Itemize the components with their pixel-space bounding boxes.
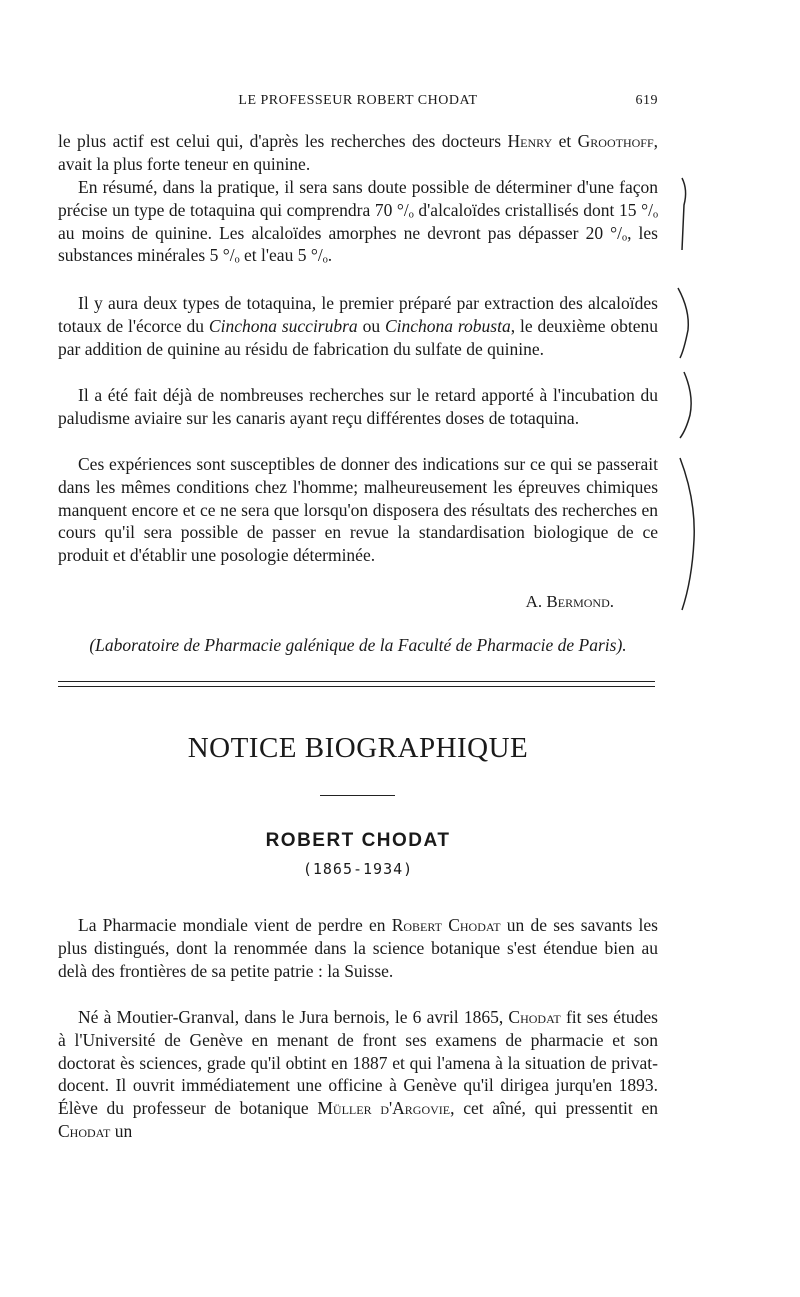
running-head xyxy=(58,93,658,113)
text-run: , le deuxième obtenu par addition de quinine au résidu de fabrication du sulfate de quinine. xyxy=(58,315,658,359)
margin-bracket xyxy=(678,288,688,358)
text-run: un xyxy=(110,1120,133,1141)
section-heading: NOTICE BIOGRAPHIQUE xyxy=(187,732,529,764)
text-run: ou xyxy=(357,315,385,336)
article-paragraph-1 xyxy=(58,130,658,176)
text-run: Il y aura deux types de totaquina, le premier préparé par extraction des alcaloïdes totaux de l'écorce du xyxy=(58,293,658,336)
text-run: fit ses études à l'Université de Genève en menant de front ses examens de pharmacie et son doctorat ès sciences, grade qu'il obtint en 1887 et qui l'amena à la situation de privat-docent. Il ouvrit immédiatement une officine à Genève qu'il dirigea jurqu'en 1893. Élève du professeur de botanique xyxy=(58,1007,658,1119)
article-paragraph-4: Il a été fait déjà de nombreuses recherches sur le retard apporté à l'incubation du paludisme aviaire sur les canaris ayant reçu différentes doses de totaquina. xyxy=(58,385,658,428)
text-run: , cet aîné, qui pressentit en xyxy=(450,1098,658,1119)
heading-divider xyxy=(320,795,395,796)
person-name-inline: Chodat xyxy=(508,1007,561,1027)
text-run: le plus actif est celui qui, d'après les recherches des docteurs xyxy=(58,131,508,151)
double-rule-top xyxy=(58,681,655,682)
professor-name: Müller d'Argovie xyxy=(317,1098,451,1119)
person-name: ROBERT CHODAT xyxy=(265,830,451,851)
text-run: un de ses savants les plus distingués, dont la renommée dans la science botanique s'est étendue bien au delà des frontières de sa petite patrie : la Suisse. xyxy=(58,915,658,981)
article-paragraph-2: En résumé, dans la pratique, il sera sans doute possible de déterminer d'une façon précise un type de totaquina qui comprendra 70 °/ₒ d'alcaloïdes cristallisés dont 15 °/ₒ au moins de quinine. Les alcaloïdes amorphes ne devront pas dépasser 20 °/ₒ, les substances minérales 5 °/ₒ et l'eau 5 °/ₒ. xyxy=(58,177,658,266)
author-name-groothoff: Groothoff xyxy=(577,131,654,151)
notice-paragraph-1 xyxy=(58,914,658,982)
article-paragraph-3 xyxy=(58,292,658,360)
double-rule-bottom xyxy=(58,686,655,687)
species-name: Cinchona robusta xyxy=(384,315,511,336)
author-name-henry: Henry xyxy=(507,131,553,151)
text-run: , avait la plus forte teneur en quinine. xyxy=(58,131,658,174)
life-dates: (1865-1934) xyxy=(302,860,414,878)
signature-initial: A. xyxy=(525,592,547,611)
person-name-inline: Robert Chodat xyxy=(391,915,501,935)
text-run: et xyxy=(552,131,578,151)
text-run: Né à Moutier-Granval, dans le Jura bernois, le 6 avril 1865, xyxy=(78,1007,509,1027)
affiliation: (Laboratoire de Pharmacie galénique de la Faculté de Pharmacie de Paris). xyxy=(89,635,627,655)
signature-name: Bermond. xyxy=(546,592,614,611)
notice-paragraph-2 xyxy=(58,1006,658,1143)
article-paragraph-5: Ces expériences sont susceptibles de donner des indications sur ce qui se passerait dans les mêmes conditions chez l'homme; malheureusement les épreuves chimiques manquent encore et ce ne sera que lorsqu'on disposera des résultats des recherches en cours qu'il sera possible de passer en revue la standardisation biologique de ce produit et d'établir une posologie déterminée. xyxy=(58,454,658,566)
text-run: La Pharmacie mondiale vient de perdre en xyxy=(78,915,392,935)
running-head-title: LE PROFESSEUR ROBERT CHODAT xyxy=(238,93,478,108)
person-name-inline: Chodat xyxy=(58,1120,111,1141)
author-signature xyxy=(58,592,614,612)
species-name: Cinchona succirubra xyxy=(208,315,358,336)
margin-bracket xyxy=(680,372,691,438)
margin-bracket-marks xyxy=(660,0,720,640)
margin-bracket xyxy=(682,178,686,250)
page-number: 619 xyxy=(635,93,658,108)
margin-bracket xyxy=(680,458,694,610)
